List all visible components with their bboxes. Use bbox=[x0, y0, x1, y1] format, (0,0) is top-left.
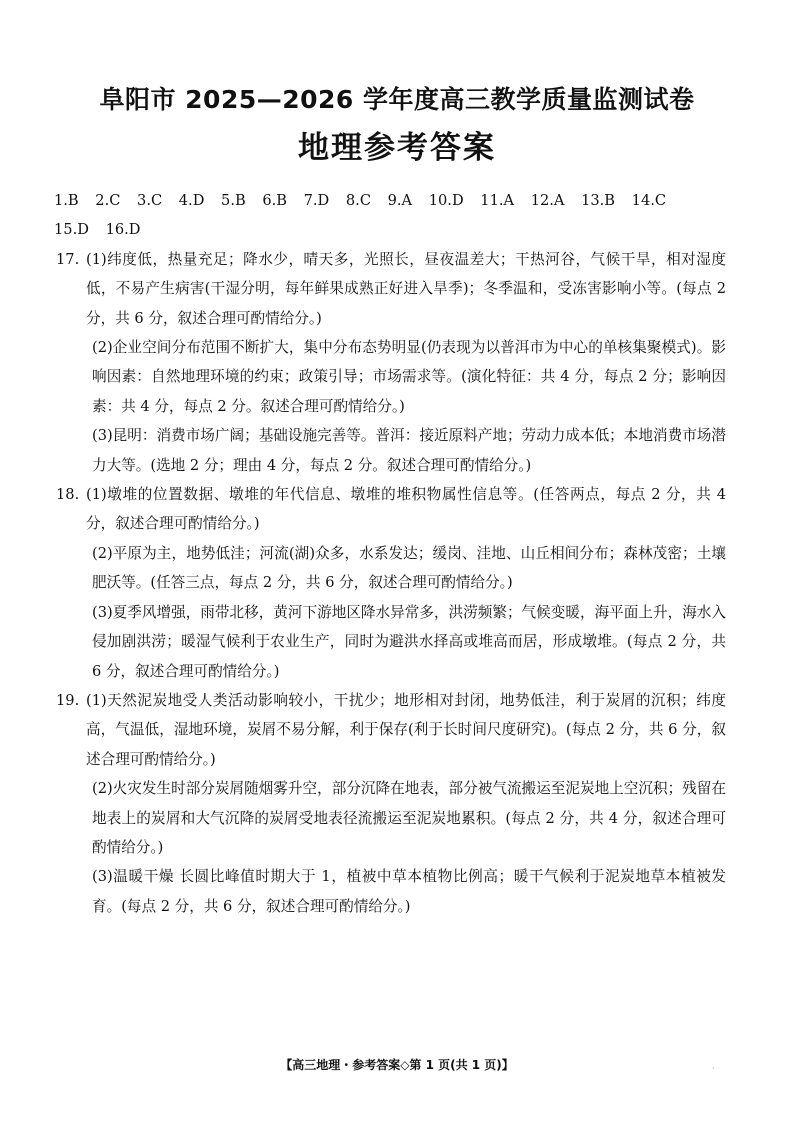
q19-part-2: (2)火灾发生时部分炭屑随烟雾升空，部分沉降在地表，部分被气流搬运至泥炭地上空沉积；残留在地表上的炭屑和大气沉降的炭屑受地表径流搬运至泥炭地累积。(每点 2 分，共 4 分，叙述合理可酌情给分。) bbox=[92, 780, 726, 856]
q19-part-3: (3)温暖干燥 长圆比峰值时期大于 1，植被中草本植物比例高；暖干气候利于泥炭地草本植被发育。(每点 2 分，共 6 分，叙述合理可酌情给分。) bbox=[92, 868, 726, 915]
question-17-answer bbox=[56, 245, 726, 480]
mc-answer: 6.B bbox=[262, 192, 287, 209]
mc-answer: 14.C bbox=[631, 192, 667, 209]
mc-answer: 12.A bbox=[530, 192, 565, 209]
mc-answer: 13.B bbox=[581, 192, 616, 209]
answer-key-title: 地理参考答案 bbox=[298, 130, 496, 166]
mc-answer: 16.D bbox=[105, 221, 141, 239]
question-number: 18. bbox=[56, 486, 80, 504]
question-19-answer bbox=[56, 686, 726, 921]
scan-mark: · bbox=[712, 1064, 715, 1073]
page-footer: 【高三地理・参考答案◇第 1 页(共 1 页)】 bbox=[280, 1058, 514, 1072]
mc-answer: 9.A bbox=[387, 192, 413, 209]
mc-answer: 5.B bbox=[221, 192, 246, 209]
mc-answer: 15.D bbox=[54, 221, 89, 239]
mc-answer: 7.D bbox=[303, 192, 330, 209]
mc-answer: 2.C bbox=[95, 192, 121, 209]
multiple-choice-row-1 bbox=[54, 186, 726, 215]
q18-part-1: (1)墩堆的位置数据、墩堆的年代信息、墩堆的堆积物属性信息等。(任答两点，每点 2 分，共 4 分，叙述合理可酌情给分。) bbox=[86, 486, 726, 533]
mc-answer: 3.C bbox=[137, 192, 163, 209]
exam-title: 阜阳市 2025—2026 学年度高三教学质量监测试卷 bbox=[99, 85, 695, 114]
mc-answer: 8.C bbox=[345, 192, 371, 209]
q17-part-3: (3)昆明：消费市场广阔；基础设施完善等。普洱：接近原料产地；劳动力成本低；本地消费市场潜力大等。(选地 2 分；理由 4 分，每点 2 分。叙述合理可酌情给分。) bbox=[92, 427, 726, 474]
q17-part-2: (2)企业空间分布范围不断扩大，集中分布态势明显(仍表现为以普洱市为中心的单核集聚模式)。影响因素：自然地理环境的约束；政策引导；市场需求等。(演化特征：共 4 分，每点 2 分；影响因素：共 4 分，每点 2 分。叙述合理可酌情给分。) bbox=[92, 339, 726, 415]
mc-answer: 4.D bbox=[178, 192, 205, 209]
q18-part-2: (2)平原为主，地势低洼；河流(湖)众多，水系发达；缓岗、洼地、山丘相间分布；森林茂密；土壤肥沃等。(任答三点，每点 2 分，共 6 分，叙述合理可酌情给分。) bbox=[92, 544, 726, 592]
q18-part-3: (3)夏季风增强，雨带北移，黄河下游地区降水异常多，洪涝频繁；气候变暖，海平面上升，海水入侵加剧洪涝；暖湿气候利于农业生产，同时为避洪水择高或堆高而居，形成墩堆。(每点 2 分，共 6 分，叙述合理可酌情给分。) bbox=[92, 603, 726, 680]
mc-answer: 11.A bbox=[480, 192, 515, 209]
mc-answer: 10.D bbox=[428, 192, 464, 209]
question-number: 17. bbox=[56, 250, 80, 268]
question-18-answer bbox=[56, 480, 726, 686]
mc-answer: 1.B bbox=[54, 192, 79, 209]
multiple-choice-row-2 bbox=[54, 215, 726, 244]
answer-content bbox=[54, 186, 726, 921]
q19-part-1: (1)天然泥炭地受人类活动影响较小，干扰少；地形相对封闭，地势低洼，利于炭屑的沉积；纬度高，气温低，湿地环境，炭屑不易分解，利于保存(利于长时间尺度研究)。(每点 2 分，共 6 分，叙述合理可酌情给分。) bbox=[86, 691, 726, 768]
question-number: 19. bbox=[56, 691, 80, 709]
q17-part-1: (1)纬度低，热量充足；降水少，晴天多，光照长，昼夜温差大；干热河谷，气候干旱，相对湿度低，不易产生病害(干湿分明，每年鲜果成熟正好进入旱季)；冬季温和，受冻害影响小等。(每点 2 分，共 6 分，叙述合理可酌情给分。) bbox=[86, 250, 726, 327]
